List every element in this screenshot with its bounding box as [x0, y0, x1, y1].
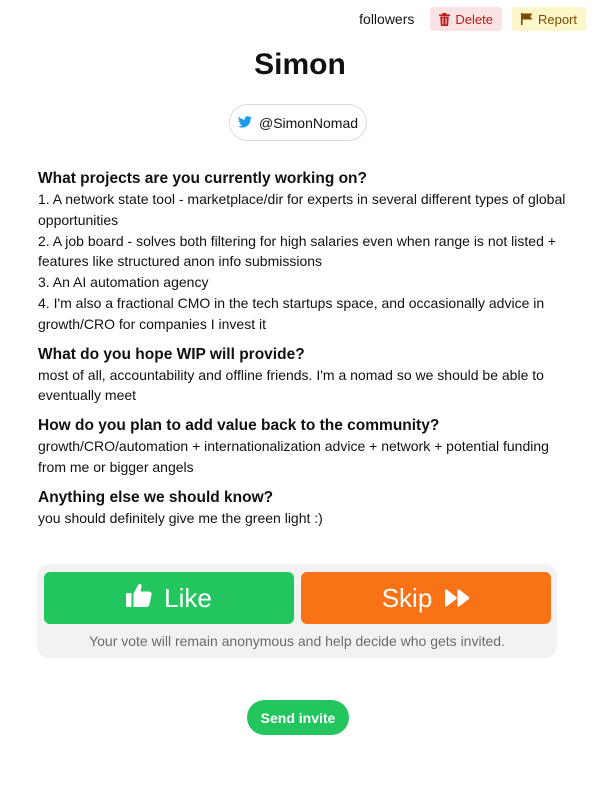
vote-anonymity-note: Your vote will remain anonymous and help decide who gets invited.	[89, 633, 505, 649]
questions-list	[38, 168, 566, 538]
fast-forward-icon	[444, 583, 470, 614]
question-heading: Anything else we should know?	[38, 488, 274, 506]
delete-label: Delete	[455, 11, 493, 27]
answer-text: you should definitely give me the green light :)	[38, 509, 323, 526]
flag-icon	[521, 13, 533, 25]
question-block	[38, 415, 566, 478]
answer-text: most of all, accountability and offline friends. I'm a nomad so we should be able to eventually meet	[38, 366, 544, 404]
question-heading: How do you plan to add value back to the community?	[38, 417, 440, 435]
thumbs-up-icon	[126, 583, 152, 614]
question-block	[38, 487, 566, 529]
skip-label: Skip	[381, 582, 433, 613]
like-button[interactable]	[44, 572, 294, 624]
twitter-handle: @SimonNomad	[258, 114, 359, 131]
trash-icon	[439, 13, 450, 26]
twitter-handle-link[interactable]	[229, 104, 367, 141]
answer-text: growth/CRO/automation + internationalization advice + network + potential funding from me or bigger angels	[38, 438, 549, 475]
profile-name: Simon	[254, 48, 346, 81]
question-heading: What do you hope WIP will provide?	[38, 345, 305, 363]
report-button[interactable]	[512, 7, 586, 31]
question-block	[38, 168, 566, 335]
report-label: Report	[537, 11, 577, 27]
send-invite-button[interactable]: Send invite	[247, 700, 349, 735]
answer-text: 1. A network state tool - marketplace/dir for experts in several different types of global opportunities 2. A job board - solves both filtering for high salaries even when range is not listed + features like structured anon info submissions 3. An AI automation agency 4. I'm also a fractional CMO in the tech startups space, and occasionally advice in growth/CRO for companies I invest it	[38, 191, 566, 332]
followers-link[interactable]: followers	[359, 11, 415, 27]
like-label: Like	[164, 582, 212, 613]
skip-button[interactable]	[301, 572, 551, 624]
delete-button[interactable]	[430, 7, 502, 31]
question-heading: What projects are you currently working on?	[38, 170, 367, 187]
question-block	[38, 344, 566, 407]
twitter-bird-icon	[238, 115, 252, 131]
top-actions	[359, 7, 586, 31]
vote-panel	[37, 564, 557, 658]
